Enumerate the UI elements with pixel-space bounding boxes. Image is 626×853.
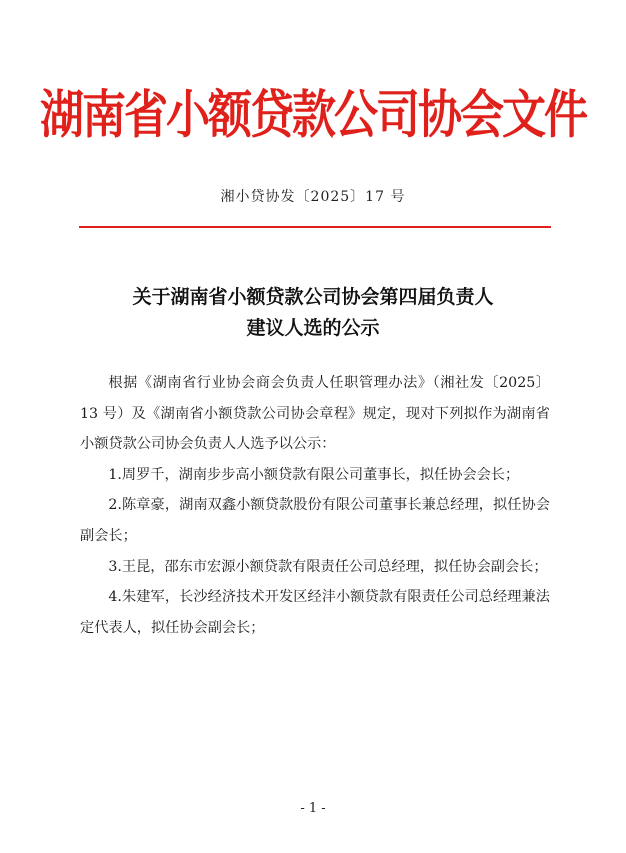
notice-title (70, 282, 556, 344)
letterhead-divider (79, 226, 551, 228)
candidate-item: 3.王昆，邵东市宏源小额贷款有限责任公司总经理，拟任协会副会长； (108, 558, 548, 575)
notice-body (80, 368, 550, 643)
notice-title-line-1: 关于湖南省小额贷款公司协会第四届负责人 (132, 286, 494, 308)
intro-paragraph: 根据《湖南省行业协会商会负责人任职管理办法》（湘社发〔2025〕13 号）及《湖南省小额贷款公司协会章程》规定，现对下列拟作为湖南省小额贷款公司协会负责人人选予以公示： (80, 375, 550, 453)
page-number: - 1 - (300, 801, 326, 816)
candidate-item: 2.陈章豪，湖南双鑫小额贷款股份有限公司董事长兼总经理，拟任协会副会长； (80, 497, 550, 544)
document-number: 湘小贷协发〔2025〕17 号 (220, 189, 406, 205)
org-letterhead-title: 湖南省小额贷款公司协会文件 (40, 85, 586, 146)
notice-title-line-2: 建议人选的公示 (246, 317, 380, 339)
candidate-item: 4.朱建军，长沙经济技术开发区经沣小额贷款有限责任公司总经理兼法定代表人，拟任协会副会长； (80, 589, 550, 636)
candidate-item: 1.周罗千，湖南步步高小额贷款有限公司董事长，拟任协会会长； (108, 466, 520, 483)
